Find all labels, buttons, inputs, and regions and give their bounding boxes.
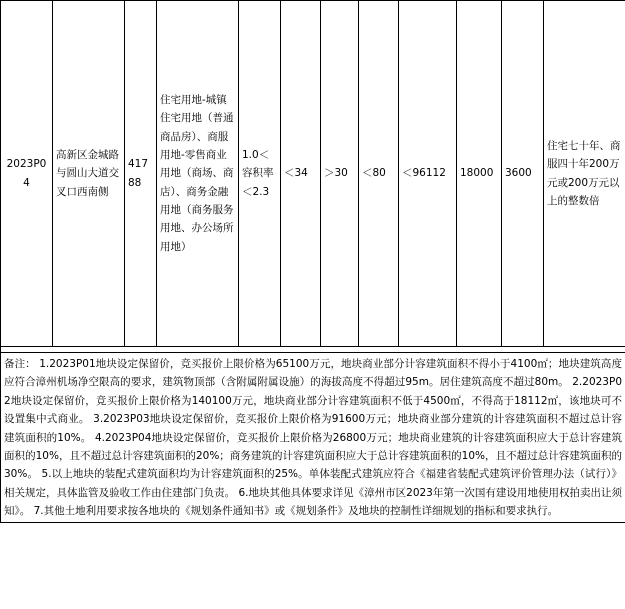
notes-text: 备注： 1.2023P01地块设定保留价，竞买报价上限价格为65100万元，地块商业部分计容建筑面积不得小于4100㎡；地块建筑高度应符合漳州机场净空限高的要求，建筑物顶部（含附属附属设施）的海拔高度不得超过95m。居住建筑高度不超过80m。 2.2023P02地块设定保留价，竞买报价上限价格为140100万元，地块商业部分计容建筑面积不低于4500㎡，不得高于18112㎡，该地块可不设置集中式商业。 3.2023P03地块设定保留价，竞买报价上限价格为91600万元；地块商业部分建筑的计容建筑面积不超过总计容建筑面积的10%。 4.2023P04地块设定保留价，竞买报价上限价格为26800万元；地块商业建筑的计容建筑面积应大于总计容建筑面积的10%，且不超过总计容建筑面积的20%；商务建筑的计容建筑面积应大于总计容建筑面积的10%，且不超过总计容建筑面积的30%。 5.以上地块的装配式建筑面积均为计容建筑面积的25%。单体装配式建筑应符合《福建省装配式建筑评价管理办法（试行）》相关规定，具体监管及验收工作由住建部门负责。 6.地块其他具体要求详见《漳州市区2023年第一次国有建设用地使用权拍卖出让须知》。 7.其他土地利用要求按各地块的《规划条件通知书》或《规划条件》及地块的控制性详细规划的指标和要求执行。 bbox=[4, 358, 622, 517]
cell-land-use: 住宅用地-城镇住宅用地（普通商品房）、商服用地-零售商业用地（商场、商店）、商务金融用地（商务服务用地、办公场所用地） bbox=[157, 1, 239, 347]
cell-building-density: ＜34 bbox=[281, 1, 321, 347]
transfer-years-text: 住宅七十年、商服四十年 bbox=[547, 139, 621, 171]
notes-row bbox=[1, 353, 625, 523]
cell-plot-ratio: 1.0＜容积率＜2.3 bbox=[239, 1, 281, 347]
cell-total-floor-area: ＜96112 bbox=[399, 1, 457, 347]
remark-right-text: 200万元或200万元以上的整数倍 bbox=[547, 158, 620, 207]
cell-green-ratio: ＞30 bbox=[321, 1, 359, 347]
cell-parcel-code: 2023P04 bbox=[1, 1, 53, 347]
cell-area: 41788 bbox=[125, 1, 157, 347]
cell-deposit: 18000 bbox=[457, 1, 502, 347]
cell-transfer-years bbox=[544, 1, 625, 347]
cell-building-height: ＜80 bbox=[359, 1, 399, 347]
table-row bbox=[1, 1, 625, 347]
cell-location: 高新区金城路与圆山大道交叉口西南侧 bbox=[53, 1, 125, 347]
cell-increment: 3600 bbox=[502, 1, 544, 347]
notes-cell bbox=[1, 353, 625, 523]
